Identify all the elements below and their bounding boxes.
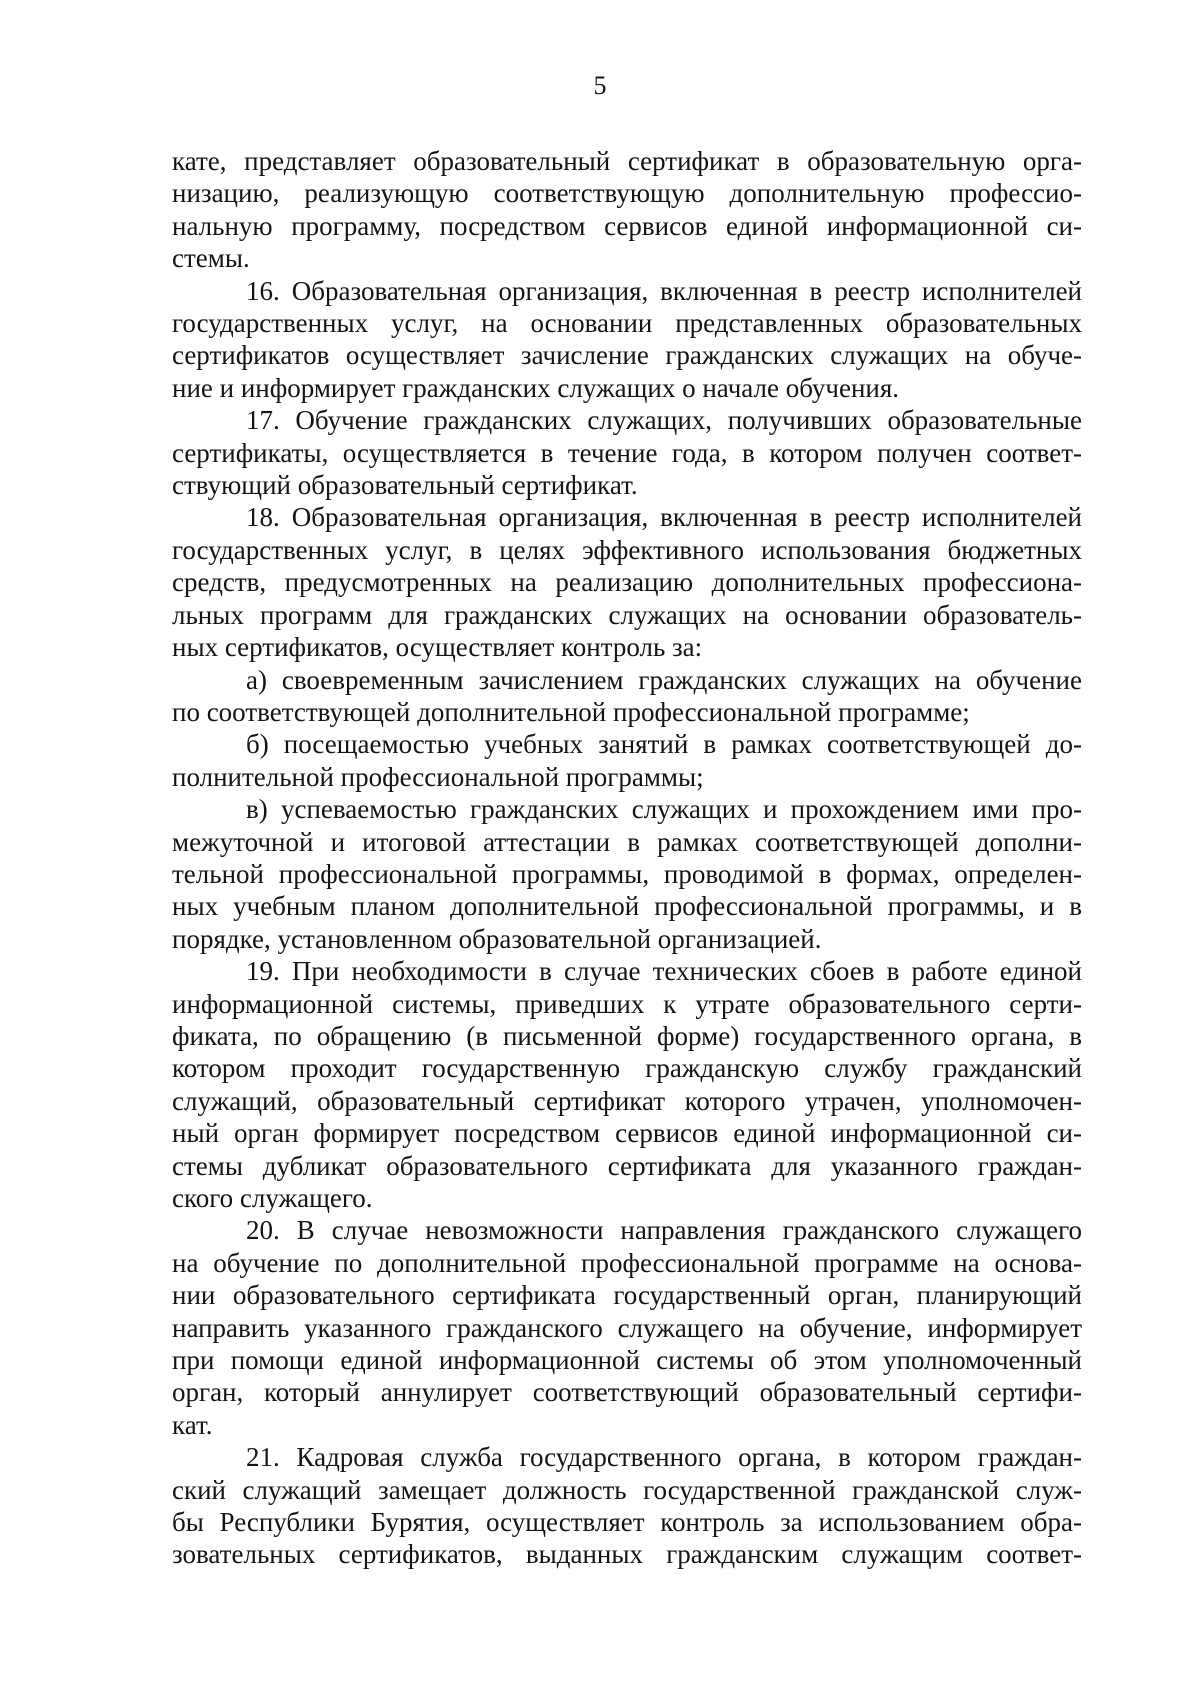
text-line: служащий, образовательный сертификат которого утрачен, уполномочен- (172, 1085, 1082, 1116)
text-line: стемы. (172, 243, 250, 274)
text-line: ных учебным планом дополнительной профессиональной программы, и в (172, 891, 1082, 922)
text-line: информационной системы, приведших к утрате образовательного серти- (172, 988, 1082, 1019)
text-line: ствующий образовательный сертификат. (172, 470, 638, 501)
paragraph (172, 793, 1082, 955)
text-line: в) успеваемостью гражданских служащих и прохождением ими про- (246, 794, 1082, 825)
paragraph (172, 275, 1082, 405)
page-number: 5 (593, 71, 607, 100)
text-line: стемы дубликат образовательного сертификата для указанного граждан- (172, 1150, 1082, 1181)
paragraph (172, 1441, 1082, 1571)
text-line: 19. При необходимости в случае технических сбоев в работе единой (246, 956, 1082, 987)
text-line: полнительной профессиональной программы; (172, 761, 704, 792)
text-line: при помощи единой информационной системы об этом уполномоченный (172, 1345, 1082, 1376)
text-line: нальную программу, посредством сервисов единой информационной си- (172, 210, 1082, 241)
text-line: котором проходит государственную гражданскую службу гражданский (172, 1053, 1082, 1084)
text-line: фиката, по обращению (в письменной форме) государственного органа, в (172, 1020, 1082, 1051)
text-line: 17. Обучение гражданских служащих, получивших образовательные (246, 405, 1082, 436)
text-line: 21. Кадровая служба государственного органа, в котором граждан- (246, 1442, 1082, 1473)
document-body (172, 145, 1082, 1571)
text-line: кате, представляет образовательный сертификат в образовательную орга- (172, 146, 1082, 176)
text-line: сертификатов осуществляет зачисление гражданских служащих на обуче- (172, 340, 1082, 371)
text-line: по соответствующей дополнительной профессиональной программе; (172, 696, 970, 727)
text-line: ние и информирует гражданских служащих о начале обучения. (172, 372, 900, 403)
text-line: сертификаты, осуществляется в течение года, в котором получен соответ- (172, 437, 1082, 468)
text-line: порядке, установленном образовательной организацией. (172, 923, 822, 954)
text-line: низацию, реализующую соответствующую дополнительную профессио- (172, 178, 1082, 209)
text-line: ского служащего. (172, 1183, 373, 1213)
text-line: льных программ для гражданских служащих на основании образователь- (172, 599, 1082, 630)
text-line: ных сертификатов, осуществляет контроль за: (172, 632, 703, 663)
paragraph (172, 955, 1082, 1214)
text-line: нии образовательного сертификата государственный орган, планирующий (172, 1280, 1082, 1311)
text-line: ский служащий замещает должность государственной гражданской служ- (172, 1474, 1082, 1505)
text-line: а) своевременным зачислением гражданских служащих на обучение (246, 664, 1082, 695)
text-line: тельной профессиональной программы, проводимой в формах, определен- (172, 858, 1082, 889)
text-line: б) посещаемостью учебных занятий в рамках соответствующей до- (246, 729, 1082, 760)
text-line: орган, который аннулирует соответствующий образовательный сертифи- (172, 1377, 1082, 1408)
text-line: 20. В случае невозможности направления гражданского служащего (246, 1215, 1082, 1246)
text-line: кат. (172, 1409, 213, 1440)
paragraph (172, 501, 1082, 663)
text-line: средств, предусмотренных на реализацию дополнительных профессиона- (172, 567, 1082, 598)
text-line: зовательных сертификатов, выданных гражданским служащим соответ- (172, 1539, 1082, 1570)
text-line: государственных услуг, на основании представленных образовательных (172, 308, 1082, 339)
text-line: государственных услуг, в целях эффективного использования бюджетных (172, 534, 1082, 565)
text-line: на обучение по дополнительной профессиональной программе на основа- (172, 1247, 1082, 1278)
text-line: 18. Образовательная организация, включенная в реестр исполнителей (246, 502, 1082, 533)
paragraph (172, 664, 1082, 729)
paragraph (172, 1214, 1082, 1441)
paragraph (172, 145, 1082, 275)
paragraph (172, 404, 1082, 501)
paragraph (172, 728, 1082, 793)
text-line: ный орган формирует посредством сервисов единой информационной си- (172, 1118, 1082, 1149)
text-line: 16. Образовательная организация, включенная в реестр исполнителей (246, 275, 1082, 306)
text-line: направить указанного гражданского служащего на обучение, информирует (172, 1312, 1082, 1343)
text-line: бы Республики Бурятия, осуществляет контроль за использованием обра- (172, 1507, 1082, 1538)
text-line: межуточной и итоговой аттестации в рамках соответствующей дополни- (172, 826, 1082, 857)
